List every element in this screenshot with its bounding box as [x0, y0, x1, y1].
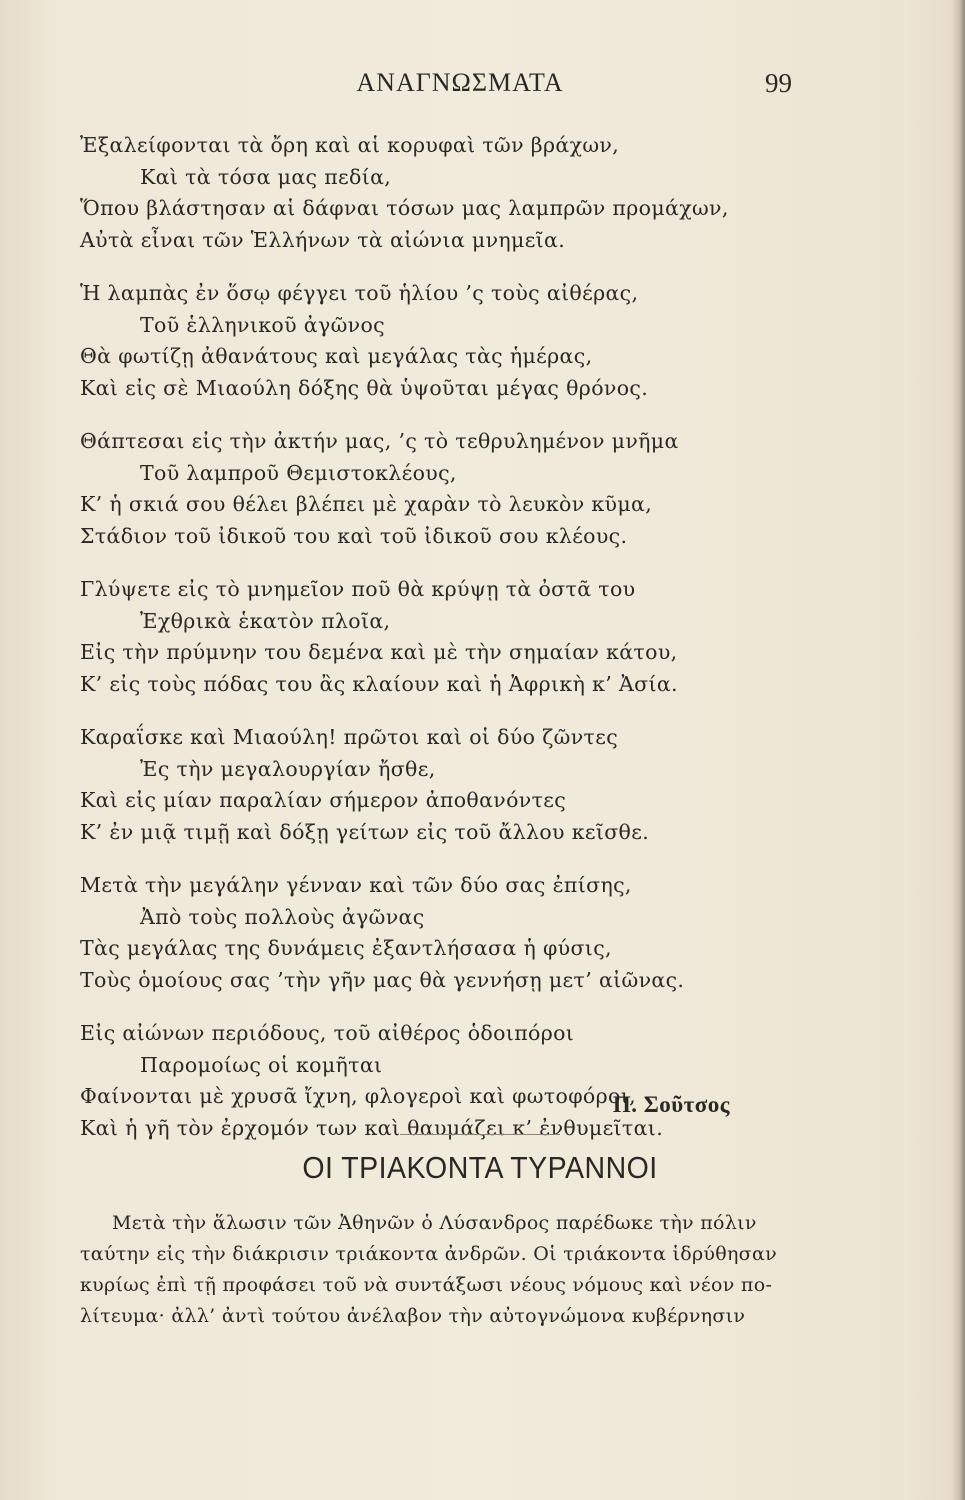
poem-line: Τοῦ ἑλληνικοῦ ἀγῶνος	[140, 312, 385, 337]
page-number: 99	[765, 68, 792, 98]
article-body	[80, 1208, 800, 1332]
stanza	[80, 870, 800, 996]
stanza	[80, 278, 800, 404]
poem-line: Θάπτεσαι εἰς τὴν ἀκτήν μας, ’ς τὸ τεθρυλημένον μνῆμα	[80, 429, 679, 453]
poem-line: Εἰς τὴν πρύμνην του δεμένα καὶ μὲ τὴν σημαίαν κάτου,	[80, 640, 678, 664]
poem-line: Ἐς τὴν μεγαλουργίαν ἤσθε,	[140, 756, 436, 781]
stanza	[80, 1018, 800, 1144]
poem-line: Καὶ τὰ τόσα μας πεδία,	[140, 164, 392, 189]
poem	[80, 130, 800, 1166]
poem-line: Ἐχθρικὰ ἑκατὸν πλοῖα,	[140, 608, 391, 633]
stanza	[80, 722, 800, 848]
poem-line: Θὰ φωτίζῃ ἀθανάτους καὶ μεγάλας τὰς ἡμέρας,	[80, 344, 593, 368]
poem-line: Τοῦ λαμπροῦ Θεμιστοκλέους,	[140, 460, 457, 485]
article-line: Μετὰ τὴν ἅλωσιν τῶν Ἀθηνῶν ὁ Λύσανδρος παρέδωκε τὴν πόλιν	[112, 1212, 757, 1234]
poem-line: Κ’ ἡ σκιά σου θέλει βλέπει μὲ χαρὰν τὸ λευκὸν κῦμα,	[80, 492, 653, 516]
poem-line: Καὶ ἡ γῆ τὸν ἐρχομόν των καὶ θαυμάζει κ’ ἐνθυμεῖται.	[80, 1115, 664, 1140]
poem-line: Παρομοίως οἱ κομῆται	[140, 1052, 383, 1077]
poem-line: Ἡ λαμπὰς ἐν ὅσῳ φέγγει τοῦ ἡλίου ’ς τοὺς αἰθέρας,	[80, 281, 639, 305]
poem-line: Μετὰ τὴν μεγάλην γένναν καὶ τῶν δύο σας ἐπίσης,	[80, 873, 632, 897]
poem-line: Τὰς μεγάλας της δυνάμεις ἐξαντλήσασα ἡ φύσις,	[80, 936, 612, 960]
poem-line: Γλύψετε εἰς τὸ μνημεῖον ποῦ θὰ κρύψῃ τὰ ὀστᾶ του	[80, 577, 636, 601]
poem-line: Ἐξαλείφονται τὰ ὄρη καὶ αἱ κορυφαὶ τῶν βράχων,	[80, 133, 620, 157]
poem-line: Καὶ εἰς μίαν παραλίαν σήμερον ἀποθανόντες	[80, 788, 567, 812]
poem-line: Αὐτὰ εἶναι τῶν Ἑλλήνων τὰ αἰώνια μνημεῖα.	[80, 227, 566, 252]
poem-line: Εἰς αἰώνων περιόδους, τοῦ αἰθέρος ὁδοιπόροι	[80, 1021, 575, 1045]
poem-line: Ἀπὸ τοὺς πολλοὺς ἀγῶνας	[140, 904, 425, 929]
section-divider	[400, 1134, 560, 1135]
poem-line: Καραΐσκε καὶ Μιαούλη! πρῶτοι καὶ οἱ δύο ζῶντες	[80, 725, 619, 749]
stanza	[80, 426, 800, 552]
article-line: κυρίως ἐπὶ τῇ προφάσει τοῦ νὰ συντάξωσι νέους νόμους καὶ νέον πο-	[80, 1274, 773, 1296]
page-edge-shadow	[951, 0, 965, 1500]
poem-line: Κ’ εἰς τοὺς πόδας του ἂς κλαίουν καὶ ἡ Ἀφρικὴ κ’ Ἀσία.	[80, 671, 678, 696]
poem-line: Φαίνονται μὲ χρυσᾶ ἴχνη, φλογεροὶ καὶ φωτοφόροι,	[80, 1084, 636, 1108]
running-head: ΑΝΑΓΝΩΣΜΑΤΑ	[356, 68, 564, 97]
poem-line: Κ’ ἐν μιᾷ τιμῇ καὶ δόξῃ γείτων εἰς τοῦ ἄλλου κεῖσθε.	[80, 819, 650, 844]
article-title: ΟΙ ΤΡΙΑΚΟΝΤΑ ΤΥΡΑΝΝΟΙ	[302, 1150, 658, 1185]
poem-line: Ὅπου βλάστησαν αἱ δάφναι τόσων μας λαμπρῶν προμάχων,	[80, 196, 729, 220]
stanza	[80, 574, 800, 700]
article-line: ταύτην εἰς τὴν διάκρισιν τριάκοντα ἀνδρῶν. Οἱ τριάκοντα ἱδρύθησαν	[80, 1243, 777, 1265]
poem-signature: Π. Σοῦτσος	[612, 1092, 730, 1117]
poem-line: Τοὺς ὁμοίους σας ’τὴν γῆν μας θὰ γεννήσῃ μετ’ αἰῶνας.	[80, 967, 685, 992]
poem-line: Στάδιον τοῦ ἰδικοῦ του καὶ τοῦ ἰδικοῦ σου κλέους.	[80, 523, 628, 548]
page-header	[0, 68, 965, 112]
poem-line: Καὶ εἰς σὲ Μιαούλη δόξης θὰ ὑψοῦται μέγας θρόνος.	[80, 375, 649, 400]
stanza	[80, 130, 800, 256]
article-line: λίτευμα· ἀλλ’ ἀντὶ τούτου ἀνέλαβον τὴν αὐτογνώμονα κυβέρνησιν	[80, 1305, 746, 1327]
